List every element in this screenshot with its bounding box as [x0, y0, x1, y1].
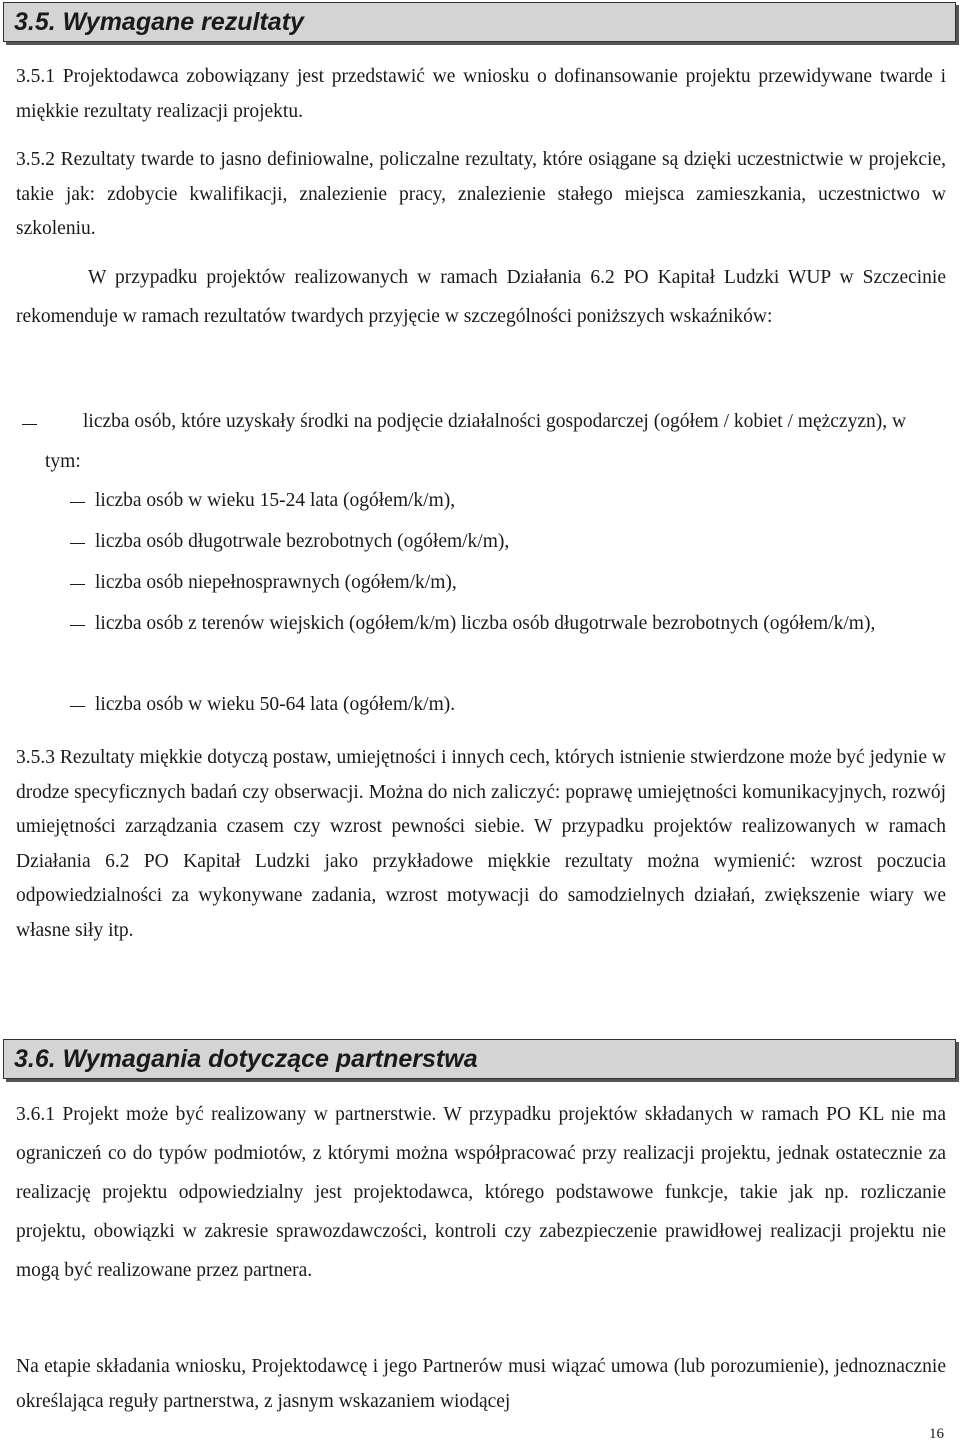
dash-bullet: [70, 706, 85, 707]
paragraph-3-5-3: 3.5.3 Rezultaty miękkie dotyczą postaw, umiejętności i innych cech, których istnienie stwierdzone może być jedynie w drodze specyficznych badań czy obserwacji. Można do nich zaliczyć: poprawę umiejętności komunikacyjnych, rozwój umiejętności zarządzania czasem czy wzrost pewności siebie. W przypadku projektów realizowanych w ramach Działania 6.2 PO Kapitał Ludzki jako przykładowe miękkie rezultaty można wymienić: wzrost poczucia odpowiedzialności za wykonywane zadania, wzrost motywacji do samodzielnych działań, zwiększenie wiary we własne siły itp.: [16, 747, 946, 941]
dash-bullet: [70, 584, 85, 585]
section-heading-3-6: 3.6. Wymagania dotyczące partnerstwa: [3, 1039, 956, 1079]
indicator-sub-item: liczba osób długotrwale bezrobotnych (ogółem/k/m),: [95, 531, 510, 552]
indicator-sub-item: liczba osób z terenów wiejskich (ogółem/k/m) liczba osób długotrwale bezrobotnych (ogółem/k/m),: [95, 613, 876, 634]
dash-bullet: [70, 543, 85, 544]
page-number: 16: [929, 1426, 944, 1442]
indicator-sub-item: liczba osób w wieku 50-64 lata (ogółem/k/m).: [95, 694, 456, 715]
indicator-sub-item: liczba osób niepełnosprawnych (ogółem/k/m),: [95, 572, 457, 593]
paragraph-partnership-agreement: Na etapie składania wniosku, Projektodawcę i jego Partnerów musi wiązać umowa (lub porozumienie), jednoznacznie określająca reguły partnerstwa, z jasnym wskazaniem wiodącej: [16, 1356, 946, 1412]
paragraph-3-5-1: 3.5.1 Projektodawca zobowiązany jest przedstawić we wniosku o dofinansowanie projektu przewidywane twarde i miękkie rezultaty realizacji projektu.: [16, 66, 946, 122]
dash-bullet: [22, 424, 37, 425]
dash-bullet: [70, 502, 85, 503]
indicator-sub-item: liczba osób w wieku 15-24 lata (ogółem/k/m),: [95, 490, 456, 511]
section-heading-3-5: 3.5. Wymagane rezultaty: [3, 2, 956, 42]
paragraph-3-6-1: 3.6.1 Projekt może być realizowany w partnerstwie. W przypadku projektów składanych w ramach PO KL nie ma ograniczeń co do typów podmiotów, z którymi można współpracować przy realizacji projektu, jednak ostatecznie za realizację projektu odpowiedzialny jest projektodawca, którego podstawowe funkcje, takie jak np. rozliczanie projektu, obowiązki w zakresie sprawozdawczości, kontroli czy zabezpieczenie prawidłowej realizacji projektu nie mogą być realizowane przez partnera.: [16, 1104, 946, 1281]
paragraph-indicators-intro: W przypadku projektów realizowanych w ramach Działania 6.2 PO Kapitał Ludzki WUP w Szczecinie rekomenduje w ramach rezultatów twardych przyjęcie w szczególności poniższych wskaźników:: [16, 267, 946, 327]
paragraph-3-5-2: 3.5.2 Rezultaty twarde to jasno definiowalne, policzalne rezultaty, które osiągane są dzięki uczestnictwie w projekcie, takie jak: zdobycie kwalifikacji, znalezienie pracy, znalezienie stałego miejsca zamieszkania, uczestnictwo w szkoleniu.: [16, 149, 946, 239]
indicator-main-item: liczba osób, które uzyskały środki na podjęcie działalności gospodarczej (ogółem / kobiet / mężczyzn), w tym:: [45, 411, 907, 472]
